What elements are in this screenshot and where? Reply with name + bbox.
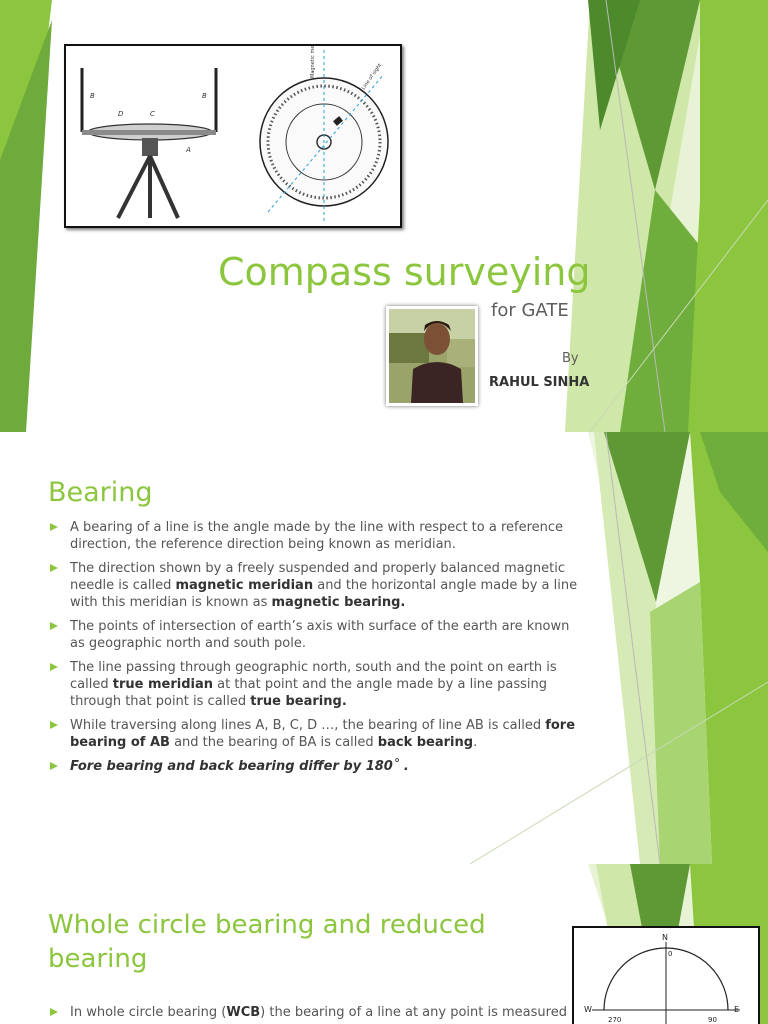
bearing-bullet-4: The line passing through geographic north, south and the point on earth is called true meridian at that point and the angle made by a line passing through that point is called true bearing. xyxy=(48,659,578,710)
wcb-bullet: In whole circle bearing (WCB) the bearing of a line at any point is measured xyxy=(48,1004,578,1021)
label-line-of-sight: Line of sight xyxy=(360,62,384,92)
title-slide xyxy=(0,0,768,432)
label-c: C xyxy=(150,110,155,118)
bearing-bullet-list xyxy=(48,519,578,782)
label-w: W xyxy=(584,1005,592,1014)
wcb-diagram xyxy=(572,926,760,1024)
label-magnetic-meridian: Magnetic meridian xyxy=(310,46,316,78)
wcb-title-line2: bearing xyxy=(48,944,148,974)
compass-figure xyxy=(64,44,402,228)
bearing-bullet-5: While traversing along lines A, B, C, D …, the bearing of line AB is called fore bearing of AB and the bearing of BA is called back bearing. xyxy=(48,717,578,751)
label-e: E xyxy=(734,1005,740,1014)
wcb-slide xyxy=(0,864,768,1024)
author-name: RAHUL SINHA xyxy=(489,375,590,390)
label-90: 90 xyxy=(708,1016,717,1024)
bearing-slide xyxy=(0,432,768,864)
presentation-subtitle: for GATE xyxy=(491,300,569,321)
bearing-bullet-2: The direction shown by a freely suspended and properly balanced magnetic needle is called magnetic meridian and the horizontal angle made by a line with this meridian is known as magnetic bearing. xyxy=(48,560,578,611)
wcb-title xyxy=(48,908,486,976)
bearing-title: Bearing xyxy=(48,477,153,508)
label-n: N xyxy=(662,933,668,942)
wcb-title-line1: Whole circle bearing and reduced xyxy=(48,910,486,940)
bearing-bullet-3: The points of intersection of earth’s axis with surface of the earth are known as geographic north and south pole. xyxy=(48,618,578,652)
label-b-left: B xyxy=(90,92,95,100)
label-a: A xyxy=(186,146,191,154)
presentation-title: Compass surveying xyxy=(218,250,591,294)
label-b-right: B xyxy=(202,92,207,100)
label-d: D xyxy=(118,110,124,118)
by-label: By xyxy=(562,351,579,366)
author-photo xyxy=(386,306,478,406)
bearing-bullet-1: A bearing of a line is the angle made by the line with respect to a reference direction, the reference direction being known as meridian. xyxy=(48,519,578,553)
label-270: 270 xyxy=(608,1016,622,1024)
wcb-bullet-list xyxy=(48,1004,578,1024)
label-zero: 0 xyxy=(668,950,673,958)
bearing-bullet-6: Fore bearing and back bearing differ by 180˚ . xyxy=(48,758,578,775)
